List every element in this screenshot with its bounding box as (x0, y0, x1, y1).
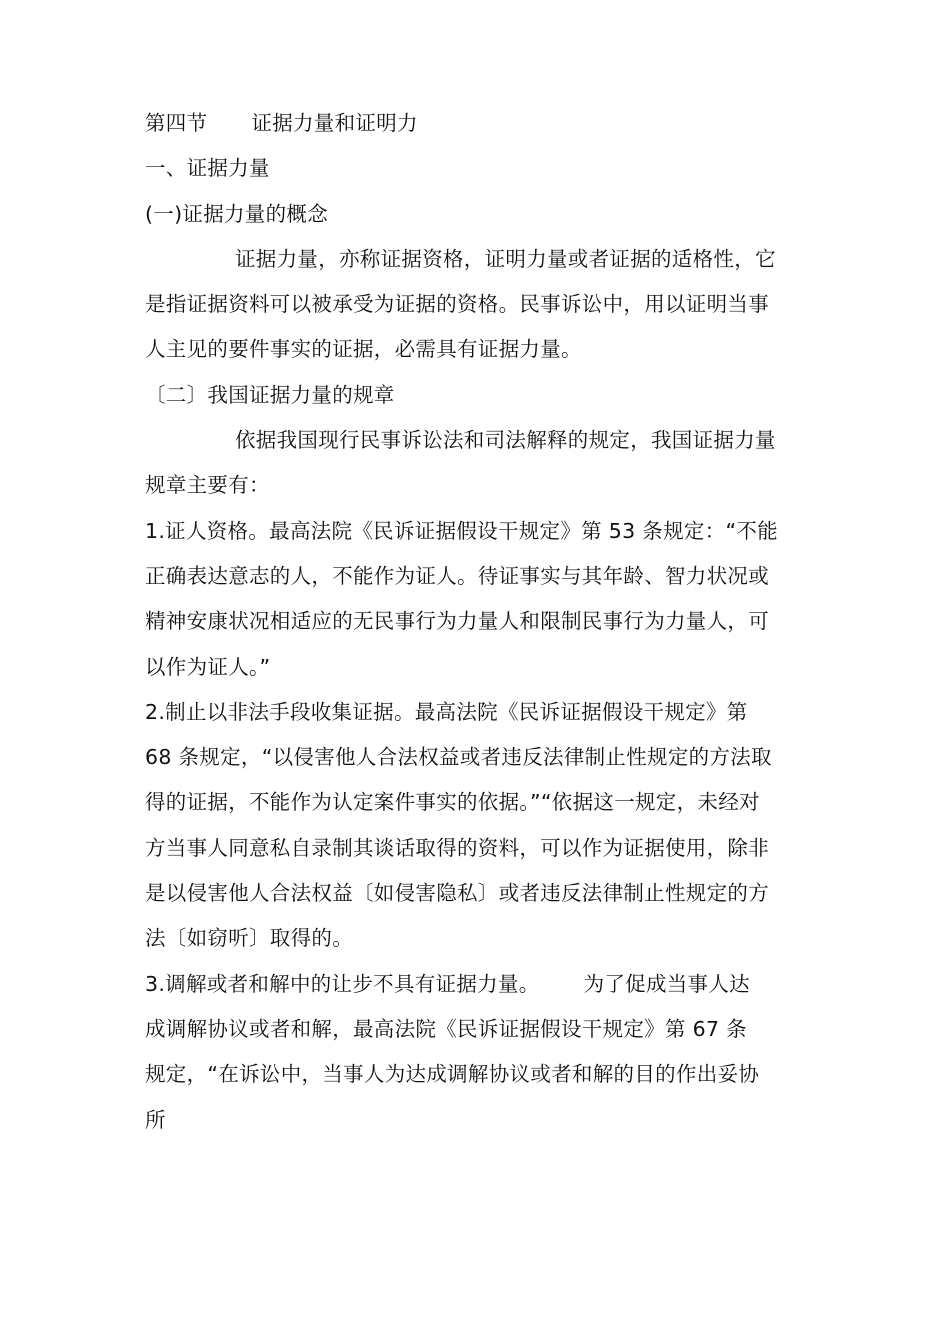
list-item-2-line: 得的证据，不能作为认定案件事实的依据。”“依据这一规定，未经对 (145, 790, 760, 815)
list-item-1-line: 正确表达意志的人，不能作为证人。待证事实与其年龄、智力状况或 (145, 563, 769, 588)
list-item-3-line: 成调解协议或者和解，最高法院《民诉证据假设干规定》第 67 条 (145, 1016, 747, 1041)
section-heading (145, 101, 825, 146)
list-item-2-line: 法〔如窃听〕取得的。 (145, 926, 353, 951)
list-item-3-heading: 3.调解或者和解中的让步不具有证据力量。 (145, 971, 540, 996)
paragraph-line: 证据力量，亦称证据资格，证明力量或者证据的适格性，它 (235, 246, 776, 271)
heading-evidence-capacity: 一、证据力量 (145, 156, 270, 181)
list-item-3-line: 规定，“在诉讼中，当事人为达成调解协议或者和解的目的作出妥协 (145, 1062, 760, 1087)
subheading-concept: (一)证据力量的概念 (145, 201, 328, 226)
paragraph-line: 规章主要有： (145, 473, 270, 498)
list-item-3-line: 所 (145, 1107, 166, 1132)
list-item-2-line: 68 条规定，“以侵害他人合法权益或者违反法律制止性规定的方法取 (145, 745, 772, 770)
list-item-3-line (145, 962, 825, 1007)
paragraph-line: 是指证据资料可以被承受为证据的资格。民事诉讼中，用以证明当事 (145, 292, 769, 317)
list-item-2-line: 是以侵害他人合法权益〔如侵害隐私〕或者违反法律制止性规定的方 (145, 881, 769, 906)
list-item-2-line: 2.制止以非法手段收集证据。最高法院《民诉证据假设干规定》第 (145, 699, 748, 724)
list-item-1-line: 1.证人资格。最高法院《民诉证据假设干规定》第 53 条规定：“不能 (145, 518, 778, 543)
subheading-rules: 〔二〕我国证据力量的规章 (145, 382, 395, 407)
section-number: 第四节 (145, 111, 208, 135)
section-title: 证据力量和证明力 (251, 111, 418, 135)
list-item-3-continuation: 为了促成当事人达 (583, 971, 750, 996)
document-body (145, 101, 825, 1143)
list-item-2-line: 方当事人同意私自录制其谈话取得的资料，可以作为证据使用，除非 (145, 835, 769, 860)
list-item-1-line: 以作为证人。” (145, 654, 271, 679)
list-item-1-line: 精神安康状况相适应的无民事行为力量人和限制民事行为力量人，可 (145, 609, 769, 634)
paragraph-line: 依据我国现行民事诉讼法和司法解释的规定，我国证据力量 (235, 428, 776, 453)
paragraph-line: 人主见的要件事实的证据，必需具有证据力量。 (145, 337, 582, 362)
